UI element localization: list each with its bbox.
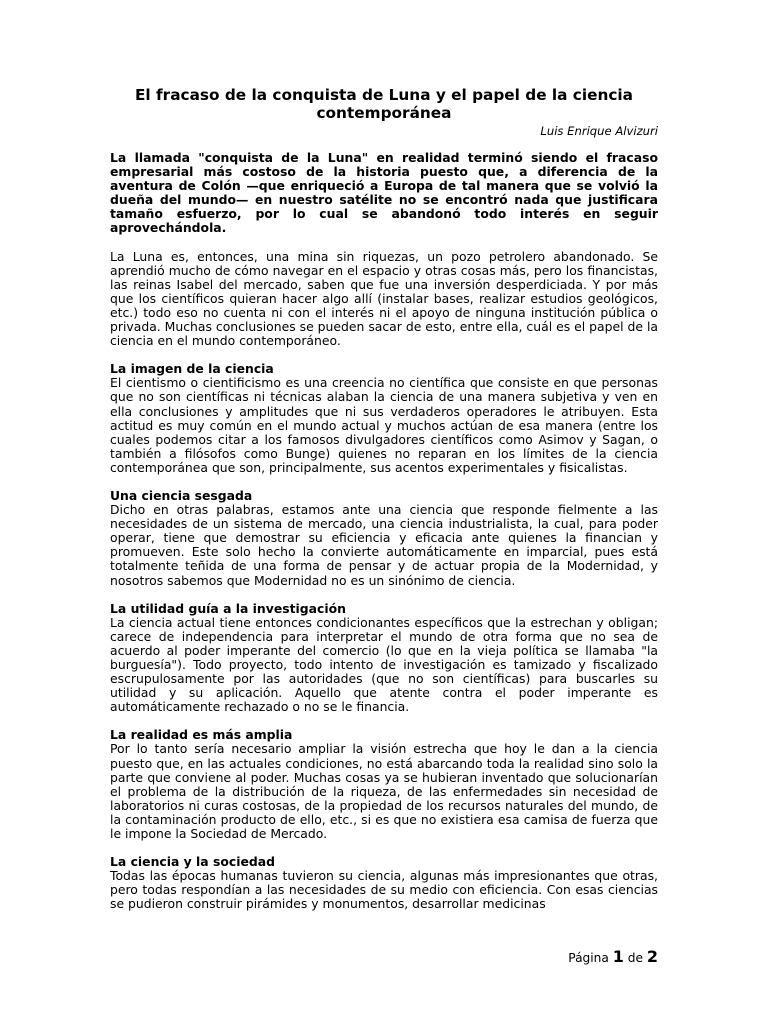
section-realidad-amplia	[110, 728, 658, 841]
section-paragraph: Por lo tanto sería necesario ampliar la visión estrecha que hoy le dan a la ciencia puesto que, en las actuales condiciones, no está abarcando toda la realidad sino solo la parte que conviene al poder. Muchas cosas ya se hubieran inventado que solucionarían el problema de la distribución de la riqueza, de las enfermedades sin necesidad de laboratorios ni curas costosas, de la propiedad de los recursos naturales del mundo, de la contaminación producto de ello, etc., si es que no existiera esa camisa de fuerza que le impone la Sociedad de Mercado.	[110, 741, 658, 842]
section-utilidad-investigacion	[110, 602, 658, 715]
document-author: Luis Enrique Alvizuri	[540, 124, 658, 138]
intro-paragraph: La Luna es, entonces, una mina sin riquezas, un pozo petrolero abandonado. Se aprendió mucho de cómo navegar en el espacio y otras cosas más, pero los financistas, las reinas Isabel del mercado, saben que fue una inversión desperdiciada. Y por más que los científicos quieran hacer algo allí (instalar bases, realizar estudios geológicos, etc.) todo eso no cuenta ni con el interés ni el apoyo de ninguna institución pública o privada. Muchas conclusiones se pueden sacar de esto, entre ella, cuál es el papel de la ciencia en el mundo contemporáneo.	[110, 248, 658, 349]
page-of-label: de	[627, 951, 643, 965]
document-body	[110, 86, 658, 912]
section-heading: La ciencia y la sociedad	[110, 854, 275, 870]
section-heading: La utilidad guía a la investigación	[110, 600, 346, 616]
lead-paragraph: La llamada "conquista de la Luna" en realidad terminó siendo el fracaso empresarial más costoso de la historia puesto que, a diferencia de la aventura de Colón —que enriqueció a Europa de tal manera que se volvió la dueña del mundo— en nuestro satélite no se encontró nada que justificara tamaño esfuerzo, por lo cual se abandonó todo interés en seguir aprovechándola.	[110, 150, 658, 236]
section-ciencia-sociedad	[110, 855, 658, 911]
section-paragraph: Dicho en otras palabras, estamos ante una ciencia que responde fielmente a las necesidades de un sistema de mercado, una ciencia industrialista, la cual, para poder operar, tiene que demostrar su eficiencia y eficacia ante quienes la financian y promueven. Este solo hecho la convierte automáticamente en imparcial, pues está totalmente teñida de una forma de pensar y de actuar propia de la Modernidad, y nosotros sabemos que Modernidad no es un sinónimo de ciencia.	[110, 502, 658, 588]
section-paragraph: La ciencia actual tiene entonces condicionantes específicos que la estrechan y obligan; carece de independencia para interpretar el mundo de otra forma que no sea de acuerdo al poder imperante del comercio (lo que en la vieja política se llamaba "la burguesía"). Todo proyecto, todo intento de investigación es tamizado y fiscalizado escrupulosamente por las autoridades (que no son científicas) para buscarles su utilidad y su aplicación. Aquello que atente contra el poder imperante es automáticamente rechazado o no se le financia.	[110, 614, 658, 715]
section-heading: La realidad es más amplia	[110, 727, 293, 743]
section-heading: La imagen de la ciencia	[110, 361, 274, 377]
section-ciencia-sesgada	[110, 489, 658, 588]
page-label: Página	[568, 951, 609, 965]
section-heading: Una ciencia sesgada	[110, 487, 253, 503]
section-paragraph: Todas las épocas humanas tuvieron su ciencia, algunas más impresionantes que otras, pero todas respondían a las necesidades de su medio con eficiencia. Con esas ciencias se pudieron construir pirámides y monumentos, desarrollar medicinas	[110, 868, 658, 912]
page-footer	[0, 947, 658, 968]
section-paragraph: El cientismo o cientificismo es una creencia no científica que consiste en que personas que no son científicas ni técnicas alaban la ciencia de una manera subjetiva y ven en ella conclusiones y amplitudes que ni sus verdaderos operadores le atribuyen. Esta actitud es muy común en el mundo actual y muchos actúan de esa manera (entre los cuales podemos citar a los famosos divulgadores científicos como Asimov y Sagan, o también a filósofos como Bunge) quienes no reparan en los límites de la ciencia contemporánea que son, principalmente, sus acentos experimentales y fisicalistas.	[110, 375, 658, 475]
section-imagen-ciencia	[110, 362, 658, 475]
current-page-number: 1	[612, 947, 624, 966]
total-pages-number: 2	[646, 947, 658, 966]
document-title: El fracaso de la conquista de Luna y el papel de la ciencia contemporánea	[134, 86, 633, 122]
